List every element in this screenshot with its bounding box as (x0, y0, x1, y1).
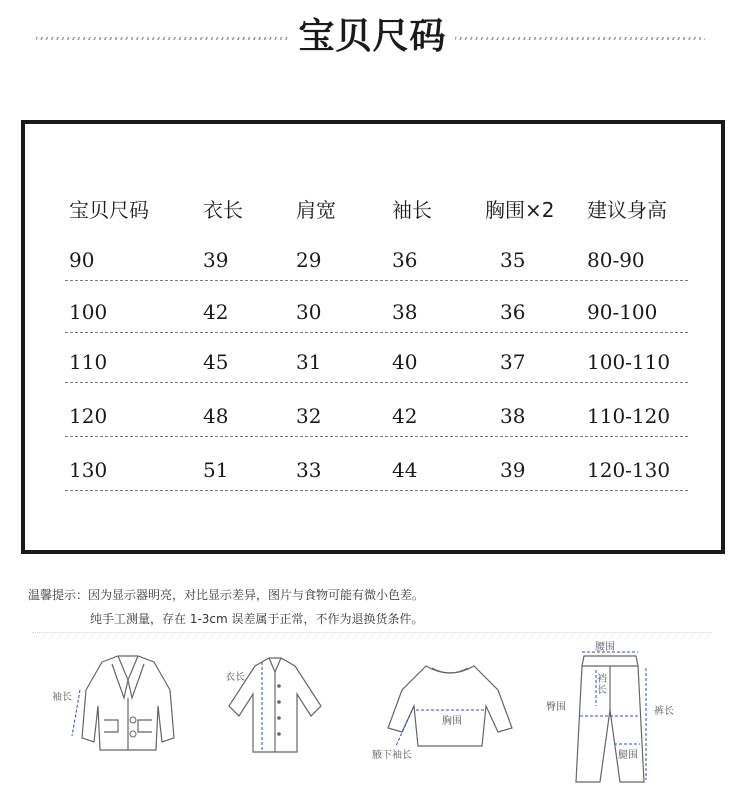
table-row (25, 458, 721, 512)
header-dashes-left (36, 37, 289, 40)
size-table (21, 120, 725, 554)
crotch-label: 裆长 (597, 674, 607, 696)
cell-height: 90-100 (587, 300, 658, 324)
table-row (25, 300, 721, 354)
pants-diagram (546, 640, 674, 790)
cell-chest: 37 (500, 350, 526, 374)
notice-line-1: 温馨提示：因为显示器明亮，对比显示差异，图片与食物可能有微小色差。 (28, 588, 425, 602)
dotted-divider (32, 632, 712, 633)
table-row (25, 404, 721, 458)
cell-sleeve: 40 (392, 350, 418, 374)
cell-size: 110 (69, 350, 108, 374)
cell-length: 51 (203, 458, 229, 482)
chest-label: 胸围 (442, 716, 462, 727)
cell-shoulder: 32 (296, 404, 322, 428)
jacket-icon (60, 650, 180, 760)
row-divider (65, 382, 688, 383)
cell-chest: 35 (500, 248, 526, 272)
table-row (25, 350, 721, 404)
notice-line-2: 纯手工测量，存在 1-3cm 误差属于正常，不作为退换货条件。 (90, 612, 424, 626)
notice (28, 583, 728, 631)
header-height: 建议身高 (587, 198, 667, 222)
cell-chest: 39 (500, 458, 526, 482)
cell-chest: 36 (500, 300, 526, 324)
row-divider (65, 436, 688, 437)
shirt-icon (215, 650, 335, 760)
jacket-diagram (52, 650, 180, 760)
cell-height: 100-110 (587, 350, 671, 374)
sleeve-label: 袖长 (52, 692, 72, 703)
table-header (25, 194, 721, 224)
header-length: 衣长 (203, 198, 243, 222)
cell-height: 120-130 (587, 458, 671, 482)
cell-size: 120 (69, 404, 108, 428)
hip-label: 臀围 (546, 702, 566, 713)
pants-icon (560, 640, 660, 790)
cell-sleeve: 42 (392, 404, 418, 428)
leg-label: 腿围 (618, 750, 638, 761)
header (0, 0, 750, 70)
sweater-diagram (372, 650, 520, 761)
cell-length: 48 (203, 404, 229, 428)
cell-shoulder: 30 (296, 300, 322, 324)
header-shoulder: 肩宽 (296, 198, 336, 222)
cell-height: 110-120 (587, 404, 671, 428)
cell-size: 130 (69, 458, 108, 482)
cell-chest: 38 (500, 404, 526, 428)
pants-length-label: 裤长 (654, 706, 674, 717)
header-size: 宝贝尺码 (69, 198, 149, 222)
cell-shoulder: 33 (296, 458, 322, 482)
cell-size: 100 (69, 300, 108, 324)
waist-label: 腰围 (595, 642, 615, 653)
cell-shoulder: 29 (296, 248, 322, 272)
sweater-icon (380, 650, 520, 760)
cell-sleeve: 44 (392, 458, 418, 482)
row-divider (65, 332, 688, 333)
header-chest: 胸围×2 (485, 198, 555, 222)
shirt-diagram (215, 650, 335, 760)
cell-sleeve: 36 (392, 248, 418, 272)
cell-length: 42 (203, 300, 229, 324)
cell-height: 80-90 (587, 248, 645, 272)
underarm-sleeve-label: 腋下袖长 (372, 750, 412, 761)
page-title: 宝贝尺码 (298, 16, 447, 57)
length-label: 衣长 (225, 672, 245, 683)
table-row (25, 248, 721, 302)
cell-length: 45 (203, 350, 229, 374)
cell-size: 90 (69, 248, 95, 272)
cell-length: 39 (203, 248, 229, 272)
row-divider (65, 280, 688, 281)
header-sleeve: 袖长 (392, 198, 432, 222)
row-divider (65, 490, 688, 491)
cell-sleeve: 38 (392, 300, 418, 324)
cell-shoulder: 31 (296, 350, 322, 374)
header-dashes-right (455, 37, 705, 40)
